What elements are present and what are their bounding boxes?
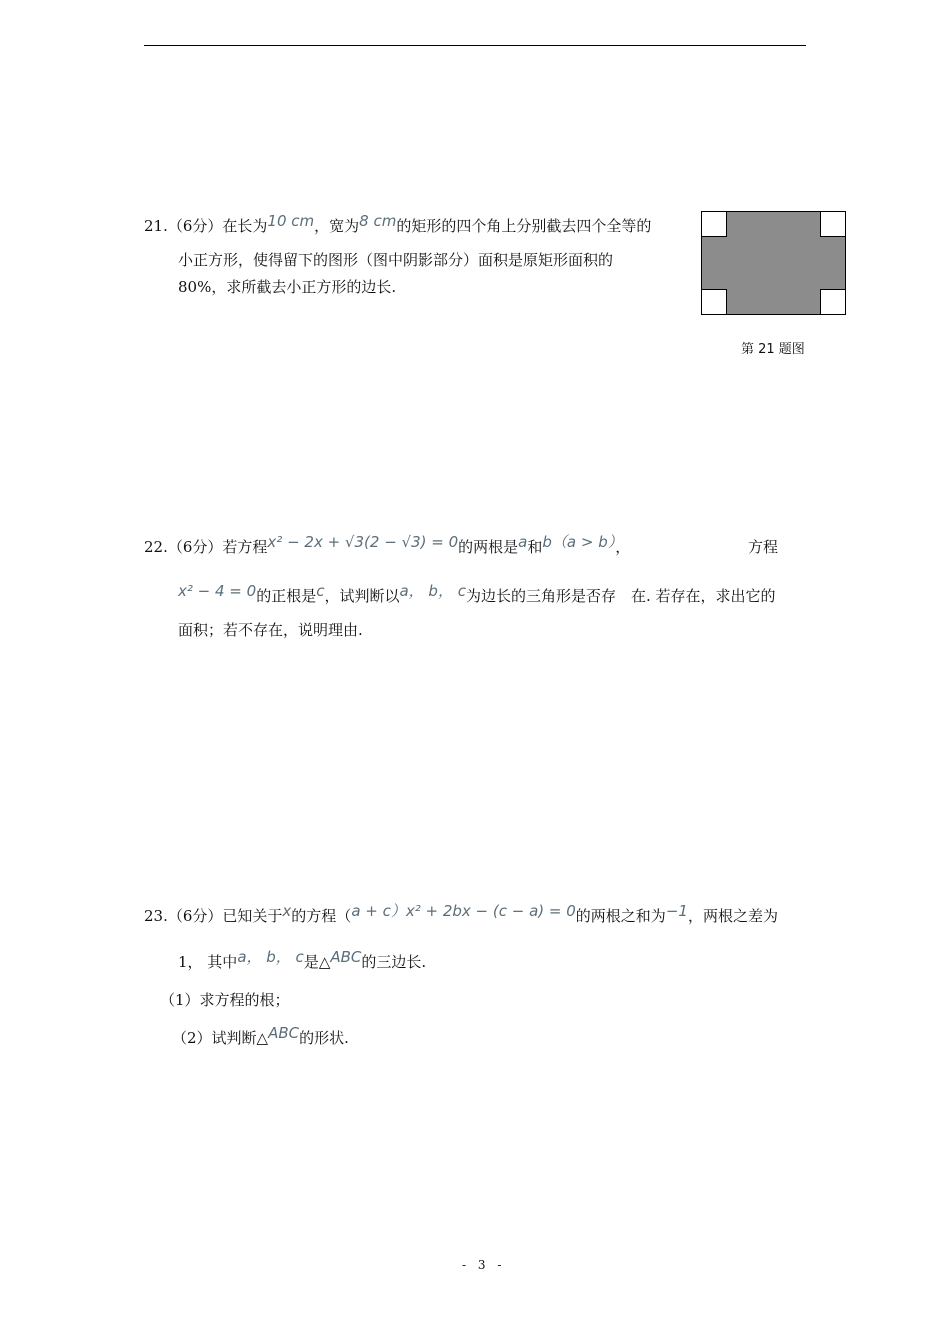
q21-figure-rectangle <box>701 211 846 315</box>
header-rule <box>144 45 806 46</box>
math-b: b（a > b） <box>542 533 616 551</box>
q21-text: 21.（6分）在长为 <box>144 217 268 235</box>
q23-text: 1， 其中 <box>178 953 238 971</box>
math-equation: a + c）x² + 2bx − (c − a) = 0 <box>351 902 576 920</box>
page-number: - 3 - <box>462 1258 506 1272</box>
q22-line-2 <box>178 582 776 606</box>
q23-text: ，两根之差为 <box>687 907 778 925</box>
q23-line-2 <box>178 948 427 972</box>
q23-text: 的形状. <box>299 1029 349 1047</box>
q22-line-1-end: 方程 <box>748 538 779 556</box>
q23-part-1: （1）求方程的根； <box>160 991 290 1009</box>
math-equation-1: x² − 2x + √3(2 − √3) = 0 <box>267 533 459 551</box>
q23-text: 的两根之和为 <box>575 907 666 925</box>
corner-square <box>820 211 846 237</box>
q21-line-3: 80%，求所截去小正方形的边长. <box>178 278 397 296</box>
q22-text: ， <box>615 538 631 556</box>
q21-text: 的矩形的四个角上分别截去四个全等的 <box>396 217 652 235</box>
q21-figure-caption: 第 21 题图 <box>741 342 805 357</box>
q22-text: 为边长的三角形是否存 在. 若存在，求出它的 <box>465 587 776 605</box>
q23-text: 的三边长. <box>361 953 427 971</box>
q22-text: 22.（6分）若方程 <box>144 538 268 556</box>
math-negative-one: −1 <box>665 902 688 920</box>
q21-line-2: 小正方形，使得留下的图形（图中阴影部分）面积是原矩形面积的 <box>178 251 614 269</box>
q23-text: 是△ <box>303 953 331 971</box>
q22-line-3: 面积；若不存在，说明理由. <box>178 621 363 639</box>
math-abc: a， b， c <box>399 582 466 600</box>
q22-text: 的两根是 <box>458 538 519 556</box>
math-width: 8 cm <box>359 212 397 230</box>
q21-text: ，宽为 <box>314 217 360 235</box>
q23-part-2 <box>172 1024 349 1048</box>
math-equation-2: x² − 4 = 0 <box>178 582 257 600</box>
math-x: x <box>282 902 292 920</box>
q23-text: （2）试判断△ <box>172 1029 269 1047</box>
math-a: a <box>518 533 528 551</box>
math-abc: a， b， c <box>237 948 304 966</box>
q22-line-1 <box>144 533 631 557</box>
math-triangle-abc: ABC <box>330 948 362 966</box>
corner-square <box>701 289 727 315</box>
q21-line-1 <box>144 212 652 236</box>
corner-square <box>701 211 727 237</box>
math-triangle-abc: ABC <box>268 1024 300 1042</box>
q22-text: ，试判断以 <box>324 587 400 605</box>
q23-text: 23.（6分）已知关于 <box>144 907 283 925</box>
math-length: 10 cm <box>267 212 315 230</box>
corner-square <box>820 289 846 315</box>
q22-text: 的正根是 <box>256 587 317 605</box>
q23-line-1 <box>144 902 778 926</box>
math-c: c <box>316 582 325 600</box>
q23-text: 的方程（ <box>291 907 352 925</box>
q22-text: 和 <box>527 538 543 556</box>
